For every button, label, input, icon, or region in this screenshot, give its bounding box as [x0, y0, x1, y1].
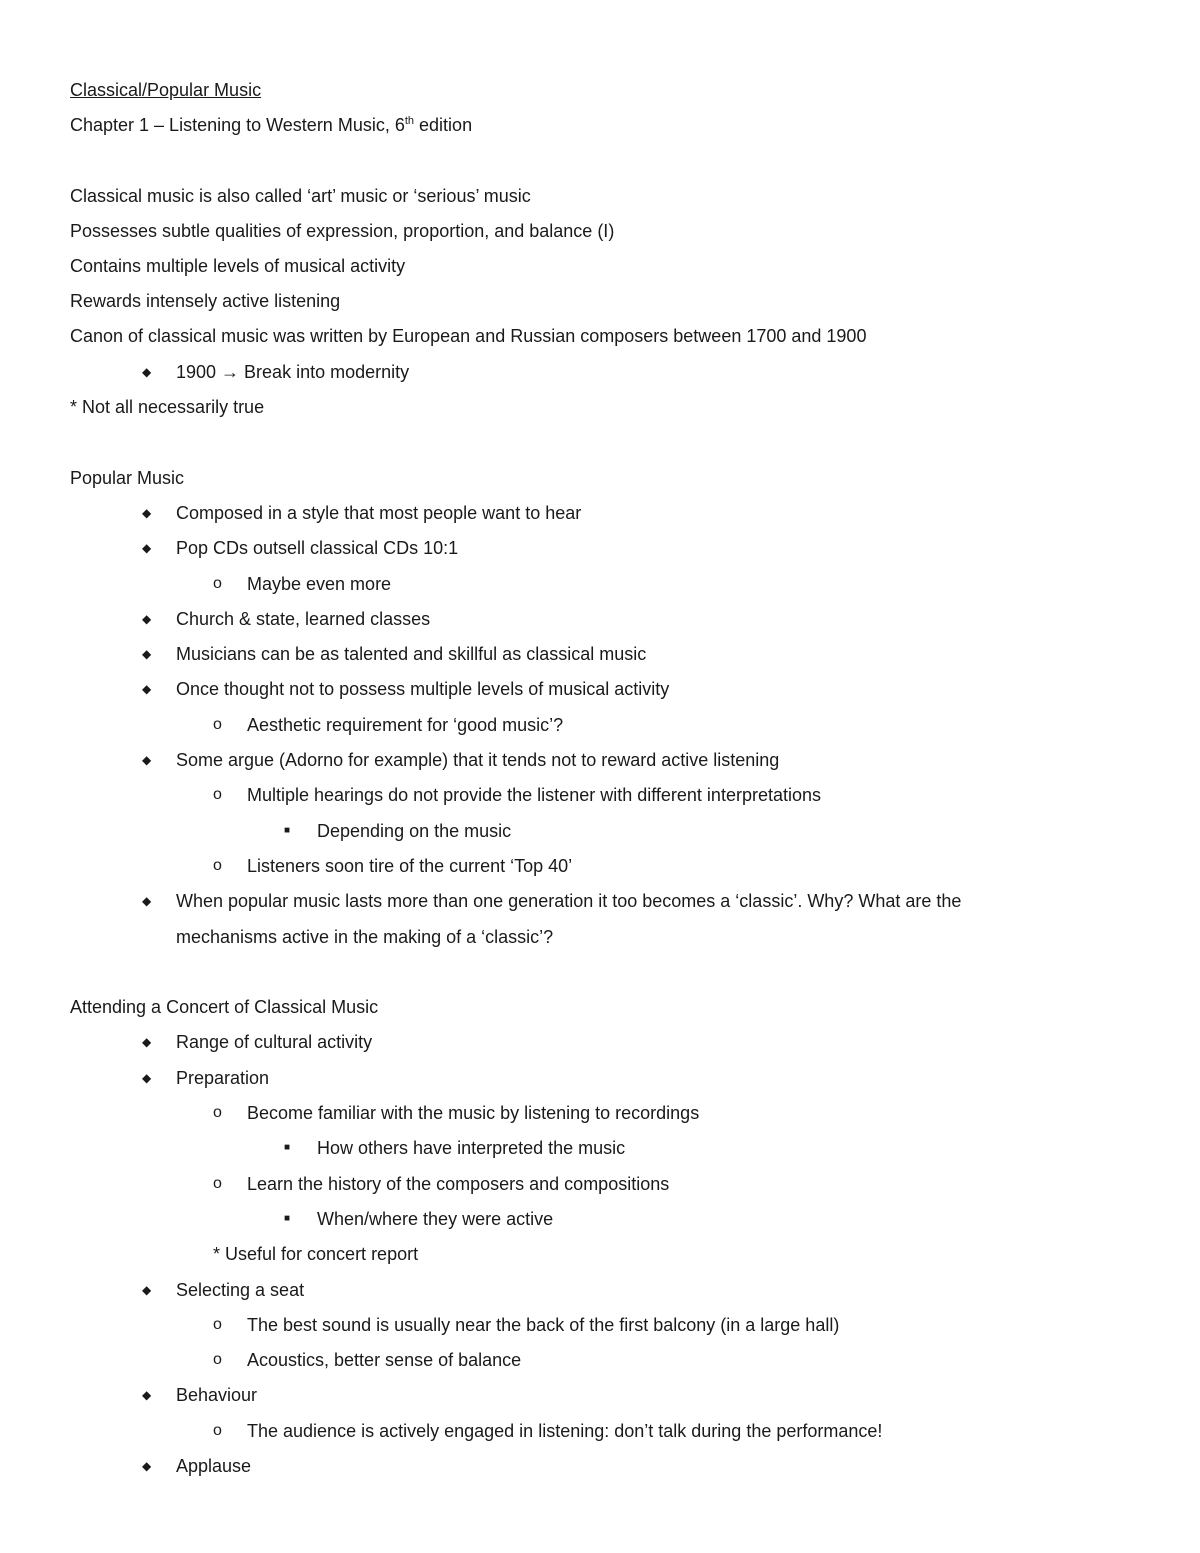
diamond-bullet-icon: ◆ [142, 541, 152, 555]
diamond-bullet-icon: ◆ [142, 1459, 152, 1473]
list-item: Musicians can be as talented and skillful as classical music [176, 644, 647, 664]
diamond-bullet-icon: ◆ [142, 1388, 152, 1402]
list-item: Behaviour [176, 1385, 258, 1405]
circle-bullet-icon: o [213, 1422, 222, 1439]
square-bullet-icon: ■ [284, 1213, 291, 1224]
diamond-bullet-icon: ◆ [142, 647, 152, 661]
list-item: Maybe even more [247, 574, 392, 594]
note-line: * Not all necessarily true [70, 397, 265, 417]
circle-bullet-icon: o [213, 1351, 222, 1368]
square-bullet-icon: ■ [284, 825, 291, 836]
diamond-bullet-icon: ◆ [142, 1071, 152, 1085]
chapter-superscript: th [404, 115, 415, 127]
list-item: When popular music lasts more than one generation it too becomes a ‘classic’. Why? What are the [176, 891, 962, 911]
paragraph-line: Contains multiple levels of musical activity [70, 256, 406, 276]
list-item: Listeners soon tire of the current ‘Top 40’ [247, 856, 573, 876]
section-heading-concert: Attending a Concert of Classical Music [70, 997, 379, 1017]
diamond-bullet-icon: ◆ [142, 612, 152, 626]
diamond-bullet-icon: ◆ [142, 506, 152, 520]
list-item: 1900 → Break into modernity [176, 362, 410, 382]
diamond-bullet-icon: ◆ [142, 365, 152, 379]
list-item: The audience is actively engaged in listening: don’t talk during the performance! [247, 1421, 883, 1441]
list-item: Applause [176, 1456, 252, 1476]
list-item: Some argue (Adorno for example) that it tends not to reward active listening [176, 750, 780, 770]
circle-bullet-icon: o [213, 716, 222, 733]
diamond-bullet-icon: ◆ [142, 753, 152, 767]
diamond-bullet-icon: ◆ [142, 1283, 152, 1297]
diamond-bullet-icon: ◆ [142, 1035, 152, 1049]
list-item: Multiple hearings do not provide the listener with different interpretations [247, 785, 821, 805]
section-heading-popular: Popular Music [70, 468, 185, 488]
list-item: Selecting a seat [176, 1280, 305, 1300]
document-title: Classical/Popular Music [70, 80, 262, 100]
chapter-edition: edition [414, 115, 473, 135]
square-bullet-icon: ■ [284, 1142, 291, 1153]
circle-bullet-icon: o [213, 857, 222, 874]
list-item: Once thought not to possess multiple levels of musical activity [176, 679, 670, 699]
diamond-bullet-icon: ◆ [142, 682, 152, 696]
list-item: Depending on the music [317, 821, 512, 841]
circle-bullet-icon: o [213, 1104, 222, 1121]
paragraph-line: Classical music is also called ‘art’ music or ‘serious’ music [70, 186, 531, 206]
circle-bullet-icon: o [213, 575, 222, 592]
paragraph-line: Possesses subtle qualities of expression, proportion, and balance (I) [70, 221, 615, 241]
list-item: How others have interpreted the music [317, 1138, 626, 1158]
list-item: Learn the history of the composers and compositions [247, 1174, 670, 1194]
list-item: The best sound is usually near the back of the first balcony (in a large hall) [247, 1315, 840, 1335]
chapter-line [70, 114, 472, 136]
list-item: Become familiar with the music by listening to recordings [247, 1103, 700, 1123]
circle-bullet-icon: o [213, 786, 222, 803]
list-item: Aesthetic requirement for ‘good music’? [247, 715, 564, 735]
list-item: Church & state, learned classes [176, 609, 431, 629]
list-item-continuation: mechanisms active in the making of a ‘classic’? [176, 927, 554, 947]
list-item: Preparation [176, 1068, 270, 1088]
list-item: Acoustics, better sense of balance [247, 1350, 522, 1370]
list-item: Range of cultural activity [176, 1032, 373, 1052]
paragraph-line: Rewards intensely active listening [70, 291, 341, 311]
chapter-text: Chapter 1 – Listening to Western Music, 6 [70, 115, 405, 135]
circle-bullet-icon: o [213, 1175, 222, 1192]
circle-bullet-icon: o [213, 1316, 222, 1333]
list-item: When/where they were active [317, 1209, 554, 1229]
list-item: Composed in a style that most people want to hear [176, 503, 582, 523]
list-item: Pop CDs outsell classical CDs 10:1 [176, 538, 459, 558]
diamond-bullet-icon: ◆ [142, 894, 152, 908]
paragraph-line: Canon of classical music was written by European and Russian composers between 1700 and 1900 [70, 326, 867, 346]
note-line: * Useful for concert report [213, 1244, 419, 1264]
